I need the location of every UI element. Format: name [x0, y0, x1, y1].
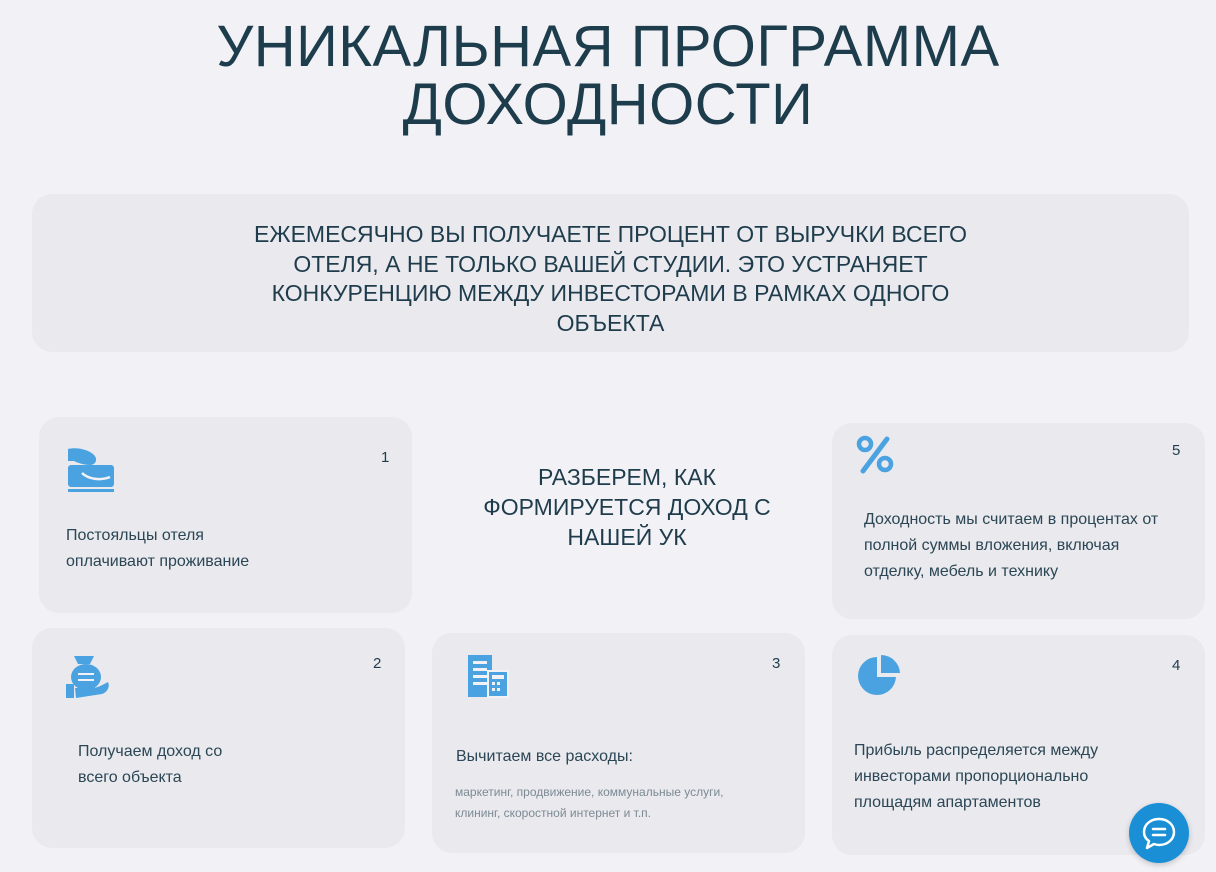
- page-title: [0, 14, 1216, 137]
- step-card-1: [39, 417, 412, 613]
- step-text: Доходность мы считаем в процентах от полной суммы вложения, включая отделку, мебель и технику: [864, 511, 1159, 580]
- page-title-line1: УНИКАЛЬНАЯ ПРОГРАММА: [216, 14, 1000, 79]
- step-subtext: маркетинг, продвижение, коммунальные услуги, клининг, скоростной интернет и т.п.: [455, 785, 724, 820]
- step-number: 3: [772, 655, 781, 672]
- step-text: Вычитаем все расходы:: [456, 748, 633, 765]
- page-title-line2: ДОХОДНОСТИ: [402, 72, 814, 137]
- step-text: Постояльцы отеля оплачивают проживание: [66, 527, 250, 570]
- step-card-3: [432, 633, 805, 853]
- chat-button[interactable]: [1129, 803, 1189, 863]
- chat-bubble-icon: [1129, 803, 1189, 863]
- step-text: Прибыль распределяется между инвесторами пропорционально площадям апартаментов: [854, 742, 1099, 811]
- building-calculator-icon: [466, 653, 516, 703]
- percent-icon: [856, 435, 906, 485]
- hand-card-payment-icon: [66, 445, 116, 495]
- money-bag-hand-icon: [64, 652, 114, 702]
- step-number: 2: [373, 655, 382, 672]
- step-number: 4: [1172, 657, 1181, 674]
- step-number: 1: [381, 449, 390, 466]
- intro-text: ЕЖЕМЕСЯЧНО ВЫ ПОЛУЧАЕТЕ ПРОЦЕНТ ОТ ВЫРУЧКИ ВСЕГО ОТЕЛЯ, А НЕ ТОЛЬКО ВАШЕЙ СТУДИИ. ЭТО УСТРАНЯЕТ КОНКУРЕНЦИЮ МЕЖДУ ИНВЕСТОРАМИ В РАМКАХ ОДНОГО ОБЪЕКТА: [254, 221, 967, 336]
- step-text: Получаем доход со всего объекта: [78, 743, 223, 786]
- income-heading: РАЗБЕРЕМ, КАК ФОРМИРУЕТСЯ ДОХОД С НАШЕЙ УК: [483, 464, 771, 550]
- step-number: 5: [1172, 442, 1181, 459]
- pie-chart-icon: [856, 653, 906, 703]
- step-card-2: [32, 628, 405, 848]
- step-card-5: [832, 423, 1205, 619]
- intro-panel: [32, 194, 1189, 352]
